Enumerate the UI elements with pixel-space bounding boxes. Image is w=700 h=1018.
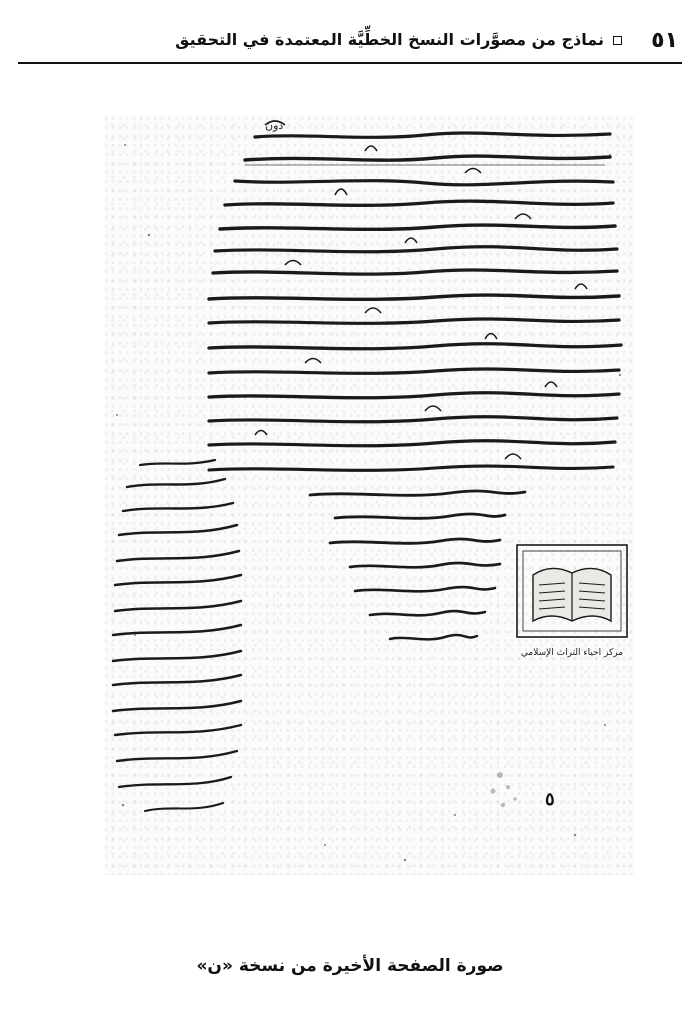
page-number: ٥١ — [651, 28, 678, 53]
square-ornament-icon — [613, 36, 622, 45]
figure-caption: صورة الصفحة الأخيرة من نسخة «ن» — [196, 956, 504, 976]
marginal-annotation — [113, 460, 241, 811]
ink-blot — [491, 772, 517, 807]
header-rule — [18, 62, 682, 64]
page-header — [18, 14, 682, 66]
manuscript-scan — [105, 115, 635, 875]
stamp-label: مركز احياء التراث الإسلامي — [520, 648, 624, 658]
main-text-lines — [209, 133, 621, 639]
margin-note-top: دون — [265, 119, 284, 132]
folio-mark: ٥ — [545, 789, 555, 810]
ink-flourishes — [255, 121, 587, 459]
book-stamp — [517, 545, 627, 658]
running-title: نماذج من مصوَّرات النسخ الخطِّيَّة المعتمدة في التحقيق — [175, 30, 604, 49]
manuscript-image — [105, 115, 635, 875]
